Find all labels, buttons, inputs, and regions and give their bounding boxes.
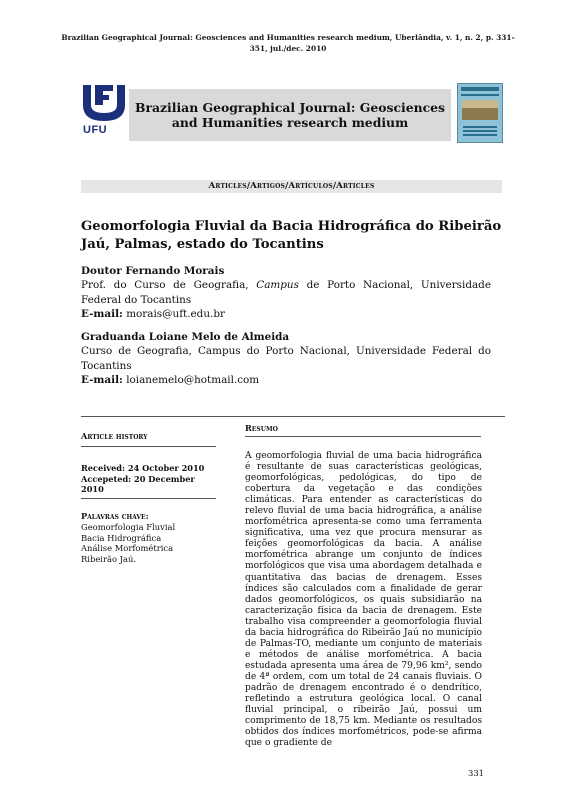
keywords-block	[81, 511, 216, 564]
keyword-item: Ribeirão Jaú.	[81, 553, 137, 564]
author-block-1	[81, 264, 491, 321]
journal-title-box	[129, 89, 451, 141]
article-dates	[81, 463, 216, 495]
logo-text: UFU	[83, 124, 108, 136]
keyword-item: Bacia Hidrográfica	[81, 532, 162, 543]
sidebar-rule	[81, 446, 216, 447]
author-name: Graduanda Loiane Melo de Almeida	[81, 331, 290, 343]
journal-cover-thumbnail	[457, 83, 503, 143]
masthead	[81, 83, 504, 145]
keyword-item: Geomorfologia Fluvial	[81, 522, 176, 532]
article-history-heading: Article history	[81, 431, 148, 441]
article-title: Geomorfologia Fluvial da Bacia Hidrográfica do Ribeirão Jaú, Palmas, estado do Tocantins	[81, 219, 502, 252]
accepted-date: Accepeted: 20 December 2010	[81, 473, 195, 494]
keyword-item: Análise Morfométrica	[81, 543, 174, 554]
abstract-text: A geomorfologia fluvial de uma bacia hidrográfica é resultante de suas características geológicas, geomorfológicas, pedológicas, do tipo de cobertura da vegetação e das condições climáticas. Para entender as características do relevo fluvial de uma bacia hidrográfica, a análise morfométrica apresenta-se como uma ferramenta significativa, uma vez que procura mensurar as feições geomorfológicas da bacia. A análise morfométrica abrange um conjunto de índices morfológicos que visa uma abordagem detalhada e quantitativa das bacias de drenagem. Esses índices são calculados com a finalidade de gerar dados geomorfológicos, os quais subsidiarão na caracterização física da bacia de drenagem. Este trabalho visa compreender a geomorfologia fluvial da bacia hidrográfica do Ribeirão Jaú no município de Palmas-TO, mediante um conjunto de materiais e métodos de análise morfométrica. A bacia estudada apresenta uma área de 79,96 km², sendo de 4ª ordem, com um total de 24 canais fluviais. O padrão de drenagem encontrado é o dendrítico, refletindo a estrutura geológica local. O canal fluvial principal, o ribeirão Jaú, possui um comprimento de 18,75 km. Mediante os resultados obtidos dos índices morfométricos, pode-se afirma que o gradiente de	[245, 451, 482, 749]
ufu-logo-icon	[81, 83, 127, 123]
author-email-line: E-mail: loianemelo@hotmail.com	[81, 373, 260, 386]
author-email-line: E-mail: morais@uft.edu.br	[81, 307, 225, 320]
keywords-heading: Palavras chave:	[81, 511, 149, 521]
author-email[interactable]: loianemelo@hotmail.com	[126, 373, 260, 386]
page-number: 331	[468, 768, 484, 778]
author-email[interactable]: morais@uft.edu.br	[126, 307, 225, 320]
sidebar-rule	[81, 498, 216, 499]
author-name: Doutor Fernando Morais	[81, 265, 225, 277]
running-head: Brazilian Geographical Journal: Geosciences and Humanities research medium, Uberlândia, v. 1, n. 2, p. 331-351, jul./dec. 2010	[61, 33, 515, 53]
author-block-2	[81, 330, 491, 387]
abstract-rule	[245, 436, 481, 437]
section-divider	[81, 416, 505, 417]
journal-title: Brazilian Geographical Journal: Geosciences and Humanities research medium	[134, 99, 445, 130]
received-date: Received: 24 October 2010	[81, 463, 205, 473]
ufu-logo	[81, 83, 131, 143]
section-label: Articles/Artigos/Artículos/Articles	[81, 180, 502, 193]
abstract-heading: Resumo	[245, 423, 278, 433]
author-affiliation: Prof. do Curso de Geografia, Campus de Porto Nacional, Universidade Federal do Tocantins	[81, 279, 491, 306]
author-affiliation: Curso de Geografia, Campus do Porto Nacional, Universidade Federal do Tocantins	[81, 345, 491, 372]
